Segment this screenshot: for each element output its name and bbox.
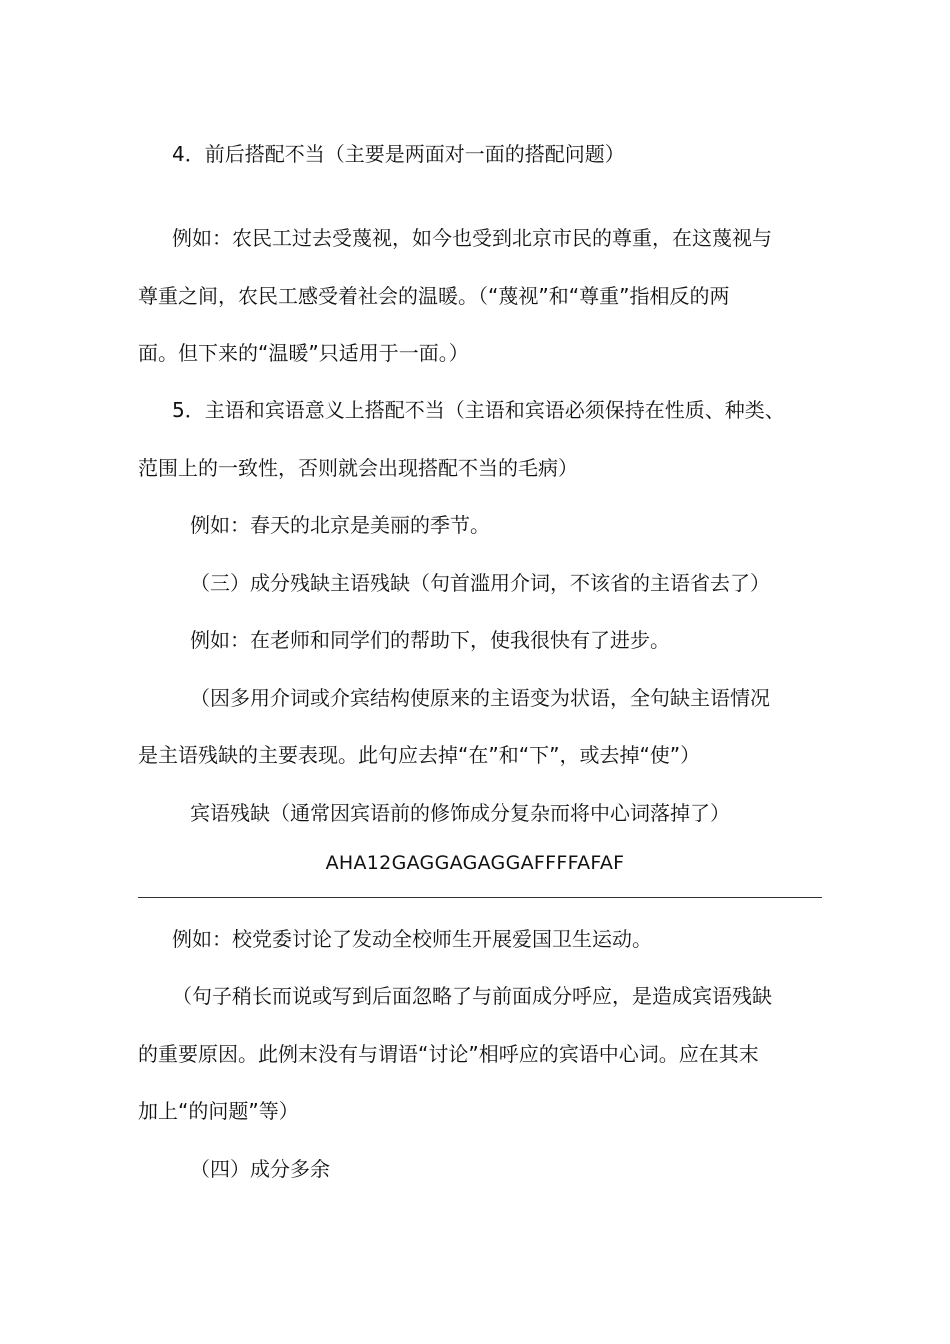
section-heading-4-cn: （四）成分多余 <box>190 1157 330 1181</box>
paragraph-line: 范围上的一致性，否则就会出现搭配不当的毛病） <box>138 456 578 480</box>
paragraph-line: 尊重之间，农民工感受着社会的温暖。（“蔑视”和“尊重”指相反的两 <box>138 284 730 308</box>
section-heading-5: 5．主语和宾语意义上搭配不当（主语和宾语必须保持在性质、种类、 <box>172 398 785 422</box>
horizontal-divider <box>138 897 822 898</box>
paragraph-line: 例如：农民工过去受蔑视，如今也受到北京市民的尊重，在这蔑视与 <box>172 226 772 250</box>
example-line: 例如：在老师和同学们的帮助下，使我很快有了进步。 <box>190 628 670 652</box>
section-heading-3: （三）成分残缺主语残缺（句首滥用介词，不该省的主语省去了） <box>190 571 770 595</box>
paragraph-line: （句子稍长而说或写到后面忽略了与前面成分呼应，是造成宾语残缺 <box>172 984 772 1008</box>
example-line: 例如：校党委讨论了发动全校师生开展爱国卫生运动。 <box>172 927 652 951</box>
paragraph-line: 面。但下来的“温暖”只适用于一面。） <box>138 341 469 365</box>
paragraph-line: 的重要原因。此例末没有与谓语“讨论”相呼应的宾语中心词。应在其末 <box>138 1042 759 1066</box>
footer-code: AHA12GAGGAGAGGAFFFFAFAF <box>325 852 625 874</box>
paragraph-line: （因多用介词或介宾结构使原来的主语变为状语，全句缺主语情况 <box>190 686 770 710</box>
subheading-line: 宾语残缺（通常因宾语前的修饰成分复杂而将中心词落掉了） <box>190 801 730 825</box>
section-heading-4: 4．前后搭配不当（主要是两面对一面的搭配问题） <box>172 142 625 166</box>
example-line: 例如：春天的北京是美丽的季节。 <box>190 513 490 537</box>
paragraph-line: 加上“的问题”等） <box>138 1099 299 1123</box>
paragraph-line: 是主语残缺的主要表现。此句应去掉“在”和“下”，或去掉“使”） <box>138 743 701 767</box>
